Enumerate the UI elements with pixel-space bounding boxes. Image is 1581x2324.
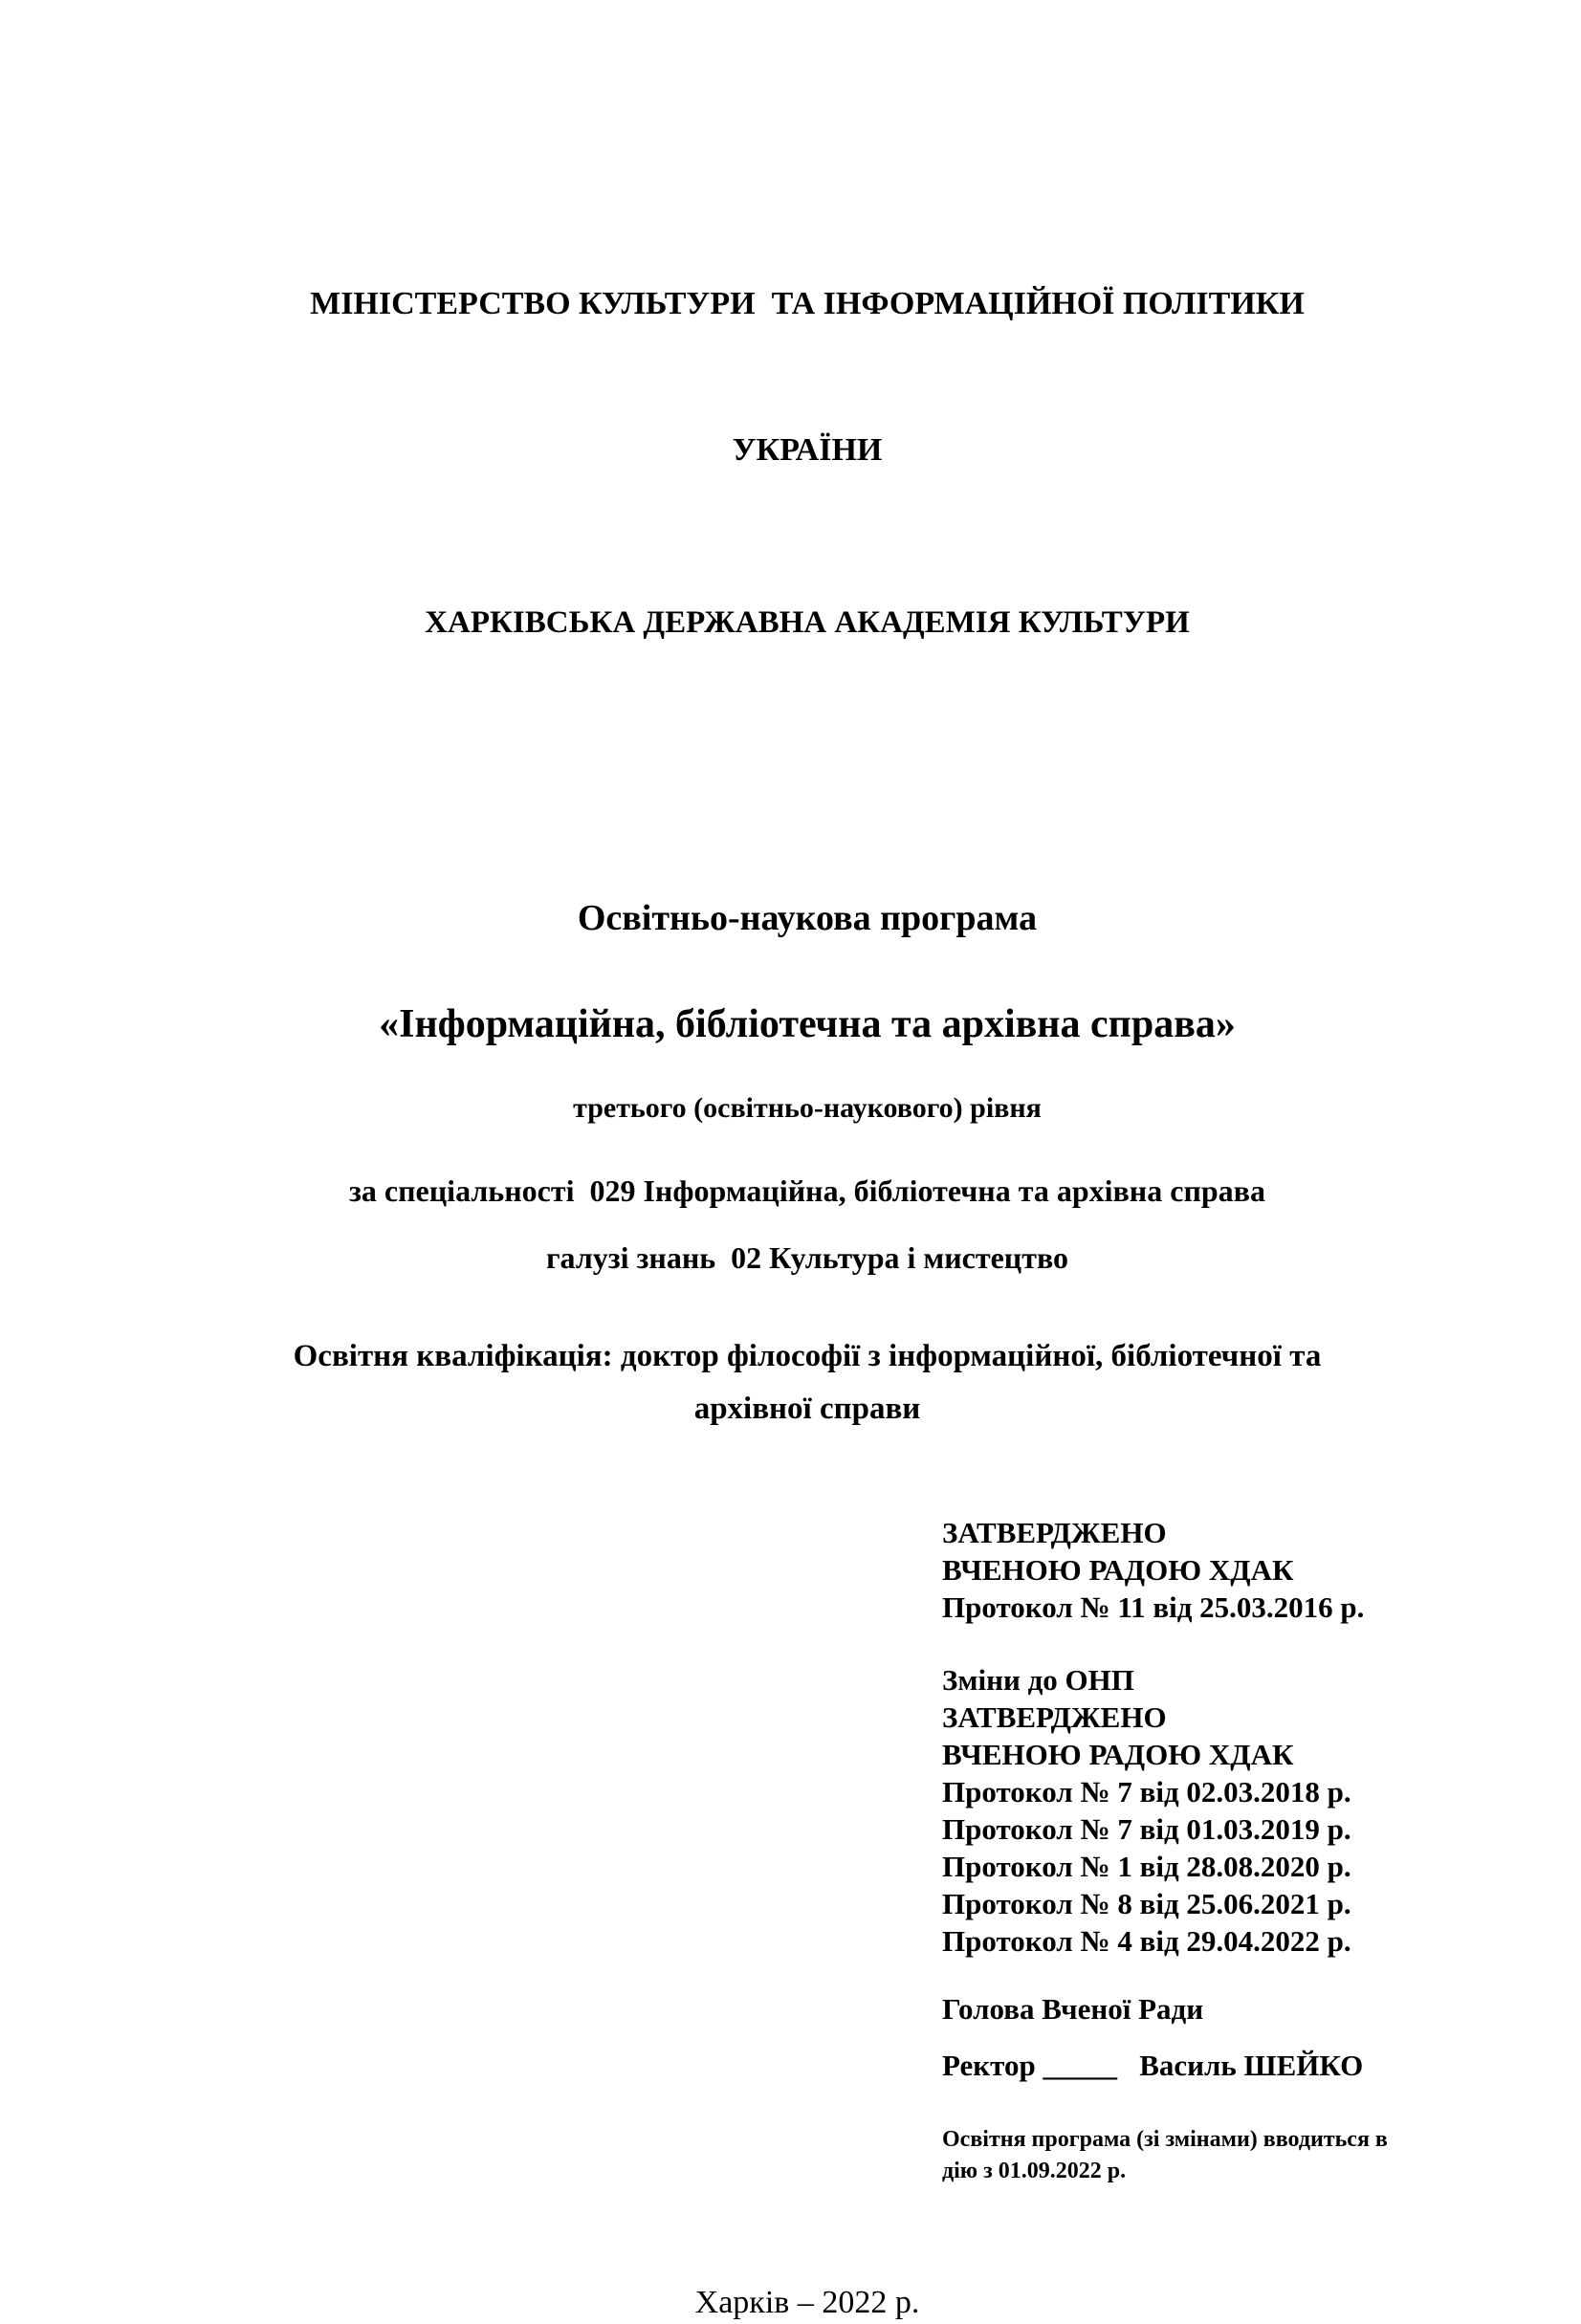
field-of-knowledge-line: галузі знань 02 Культура і мистецтво bbox=[546, 1240, 1068, 1275]
qualification-line-1: Освітня кваліфікація: доктор філософії з інформаційної, бібліотечної та bbox=[293, 1339, 1322, 1373]
ministry-heading bbox=[191, 182, 1423, 572]
specialty-line: за спеціальності 029 Інформаційна, бібліотечна та архівна справа bbox=[349, 1173, 1265, 1208]
protocol-line: Протокол № 1 від 28.08.2020 р. bbox=[942, 1850, 1351, 1883]
approved-label: ЗАТВЕРДЖЕНО bbox=[942, 1516, 1167, 1549]
effective-note-line-1: Освітня програма (зі змінами) вводиться в bbox=[942, 2127, 1388, 2152]
protocol-line: Протокол № 7 від 02.03.2018 р. bbox=[942, 1775, 1351, 1809]
academy-heading: ХАРКІВСЬКА ДЕРЖАВНА АКАДЕМІЯ КУЛЬТУРИ bbox=[425, 605, 1190, 640]
protocol-line: Протокол № 7 від 01.03.2019 р. bbox=[942, 1812, 1351, 1846]
qualification-block bbox=[191, 1330, 1423, 1436]
effective-date-note bbox=[942, 2124, 1423, 2187]
program-type-title: Освітньо-наукова програма bbox=[577, 898, 1038, 938]
qualification-line-2: архівної справи bbox=[693, 1392, 921, 1426]
council-label: ВЧЕНОЮ РАДОЮ ХДАК bbox=[942, 1553, 1294, 1587]
effective-note-line-2: дію з 01.09.2022 р. bbox=[942, 2159, 1127, 2183]
protocol-line: Протокол № 4 від 29.04.2022 р. bbox=[942, 1924, 1351, 1958]
rector-signature-line: Ректор _____ Василь ШЕЙКО bbox=[942, 2049, 1364, 2082]
protocol-line: Протокол № 11 від 25.03.2016 р. bbox=[942, 1590, 1365, 1624]
council-label: ВЧЕНОЮ РАДОЮ ХДАК bbox=[942, 1738, 1294, 1771]
ministry-line-2: УКРАЇНИ bbox=[732, 432, 883, 468]
city-year-footer: Харків – 2022 р. bbox=[694, 2285, 920, 2320]
protocol-line: Протокол № 8 від 25.06.2021 р. bbox=[942, 1887, 1351, 1920]
ministry-line-1: МІНІСТЕРСТВО КУЛЬТУРИ ТА ІНФОРМАЦІЙНОЇ ПОЛІТИКИ bbox=[310, 286, 1305, 321]
changes-stamp-block bbox=[942, 1661, 1423, 1960]
program-name-title: «Інформаційна, бібліотечна та архівна справа» bbox=[379, 1002, 1236, 1046]
head-of-council-line: Голова Вченої Ради bbox=[942, 1992, 1204, 2026]
program-level-line: третього (освітньо-наукового) рівня bbox=[573, 1092, 1042, 1124]
approval-stamp-2016 bbox=[942, 1514, 1423, 1626]
approved-label: ЗАТВЕРДЖЕНО bbox=[942, 1700, 1167, 1734]
approval-column bbox=[942, 1514, 1423, 2187]
changes-label: Зміни до ОНП bbox=[942, 1663, 1134, 1697]
